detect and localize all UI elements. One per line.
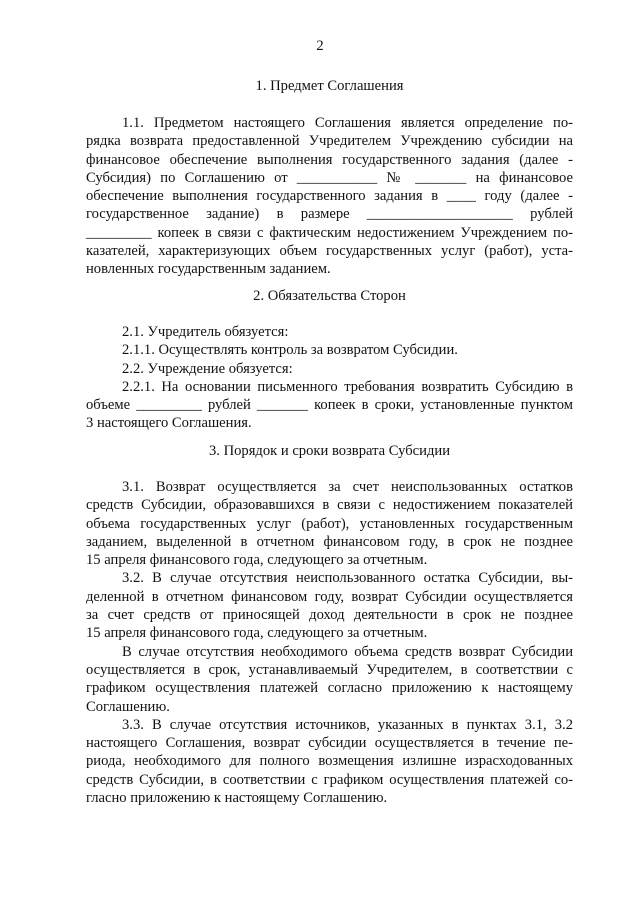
text-line: обеспечение выполнения государственного задания в ____ году (далее - (86, 188, 573, 205)
section-1-body (86, 114, 573, 279)
text-line: деленной в отчетном финансовом году, возврат Субсидии осуществляется (86, 588, 573, 605)
section-1-heading: 1. Предмет Соглашения (255, 78, 404, 94)
text-line: 2.2. Учреждение обязуется: (122, 360, 293, 377)
text-line: государственное задание) в размере ____________________ рублей (86, 206, 573, 223)
text-line: средств Субсидии, образовавшихся в связи с недостижением показателей (86, 497, 573, 514)
text-line: объема государственных услуг (работ), установленных государственным (86, 515, 573, 532)
text-line: 2.1. Учредитель обязуется: (122, 324, 289, 340)
text-line: 3.2. В случае отсутствия неиспользованного остатка Субсидии, вы- (122, 570, 573, 587)
text-line: заданием, выделенной в отчетном финансовом году, в срок не позднее (86, 533, 573, 550)
section-2-body (86, 323, 573, 433)
text-line: настоящего Соглашения, возврат субсидии осуществляется в течение пе- (86, 735, 573, 752)
text-line: осуществляется в срок, устанавливаемый Учредителем, в соответствии с (86, 661, 573, 678)
section-3-body (86, 478, 573, 807)
text-line: рядка возврата предоставленной Учредителем Учреждению субсидии на (86, 133, 573, 150)
page-number: 2 (316, 38, 324, 54)
text-line: 15 апреля финансового года, следующего за отчетным. (86, 552, 428, 569)
text-line: 3.1. Возврат осуществляется за счет неиспользованных остатков (122, 479, 573, 495)
text-line: 3.3. В случае отсутствия источников, указанных в пунктах 3.1, 3.2 (122, 716, 573, 733)
text-line: средств Субсидии, в соответствии с графиком осуществления платежей со- (86, 771, 573, 788)
text-line: 3 настоящего Соглашения. (86, 415, 252, 432)
text-line: риода, необходимого для полного возмещения излишне израсходованных (86, 753, 573, 770)
text-line: Соглашению. (86, 698, 170, 715)
text-line: 2.2.1. На основании письменного требования возвратить Субсидию в (122, 378, 573, 395)
text-line: 1.1. Предметом настоящего Соглашения является определение по- (122, 115, 573, 131)
text-line: гласно приложению к настоящему Соглашению. (86, 790, 388, 807)
text-line: Субсидия) по Соглашению от ___________ № _______ на финансовое (86, 169, 573, 186)
text-line: финансовое обеспечение выполнения государственного задания (далее - (86, 151, 573, 168)
text-line: казателей, характеризующих объем государственных услуг (работ), уста- (86, 243, 573, 260)
text-line: В случае отсутствия необходимого объема средств возврат Субсидии (122, 643, 573, 660)
section-2-heading: 2. Обязательства Сторон (253, 288, 406, 304)
text-line: 15 апреля финансового года, следующего за отчетным. (86, 625, 428, 642)
text-line: за счет средств от приносящей доход деятельности в срок не позднее (86, 607, 573, 624)
text-line: 2.1.1. Осуществлять контроль за возвратом Субсидии. (122, 342, 458, 359)
text-line: _________ копеек в связи с фактическим недостижением Учреждением по- (86, 224, 573, 241)
section-3-heading: 3. Порядок и сроки возврата Субсидии (208, 443, 451, 459)
text-line: новленных государственным заданием. (86, 261, 331, 278)
text-line: объеме _________ рублей _______ копеек в сроки, установленные пунктом (86, 397, 573, 414)
text-line: графиком осуществления платежей согласно приложению к настоящему (86, 680, 573, 697)
